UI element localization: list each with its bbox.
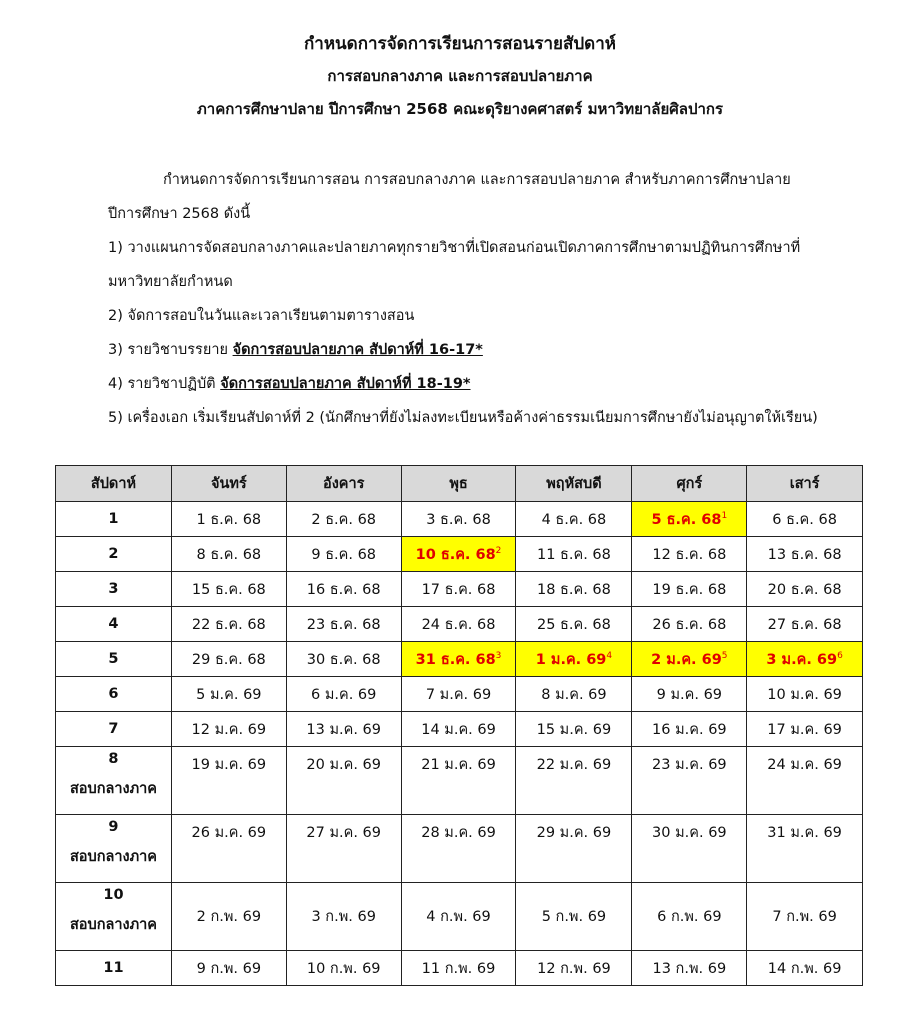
date-cell xyxy=(632,677,747,712)
table-row xyxy=(56,607,863,642)
week-number: 9 xyxy=(108,819,119,835)
date-text: 25 ธ.ค. 68 xyxy=(536,616,611,633)
table-row xyxy=(56,677,863,712)
date-cell xyxy=(401,642,516,677)
date-text: 7 ก.พ. 69 xyxy=(772,909,837,925)
date-text: 9 ม.ค. 69 xyxy=(656,686,723,703)
date-text: 5 ม.ค. 69 xyxy=(196,686,262,703)
date-text: 23 ธ.ค. 68 xyxy=(306,616,381,633)
date-cell xyxy=(747,642,863,677)
date-text: 22 ธ.ค. 68 xyxy=(191,616,266,633)
date-text: 11 ก.พ. 69 xyxy=(421,960,496,977)
item-4-prefix: 4) รายวิชาปฏิบัติ xyxy=(108,376,221,392)
week-cell xyxy=(56,712,172,747)
date-text: 22 ม.ค. 69 xyxy=(536,757,612,773)
date-cell xyxy=(516,712,632,747)
weekly-schedule-table xyxy=(55,465,863,986)
footnote-marker: 2 xyxy=(495,545,502,556)
date-text: 3 ธ.ค. 68 xyxy=(426,511,491,528)
date-text: 16 ม.ค. 69 xyxy=(652,721,727,738)
date-cell xyxy=(632,502,747,537)
column-header: อังคาร xyxy=(286,466,401,502)
table-row xyxy=(56,502,863,537)
date-cell xyxy=(632,883,747,951)
date-cell xyxy=(171,502,286,537)
table-row xyxy=(56,747,863,815)
date-text: 12 ม.ค. 69 xyxy=(191,721,267,738)
week-cell xyxy=(56,642,172,677)
table-row xyxy=(56,642,863,677)
date-text: 8 ธ.ค. 68 xyxy=(196,546,262,563)
date-text: 24 ธ.ค. 68 xyxy=(421,616,496,633)
date-text: 13 ม.ค. 69 xyxy=(306,721,381,738)
item-4-emphasis: จัดการสอบปลายภาค สัปดาห์ที่ 18-19* xyxy=(220,376,471,392)
date-cell xyxy=(747,572,863,607)
date-text: 6 ธ.ค. 68 xyxy=(772,511,837,528)
date-text: 15 ธ.ค. 68 xyxy=(191,581,266,598)
table-row xyxy=(56,537,863,572)
week-cell xyxy=(56,537,172,572)
item-5: 5) เครื่องเอก เริ่มเรียนสัปดาห์ที่ 2 (นักศึกษาที่ยังไม่ลงทะเบียนหรือค้างค่าธรรมเนียมการศึกษายังไม่อนุญาตให้เรียน) xyxy=(108,410,818,426)
date-text: 13 ธ.ค. 68 xyxy=(767,546,842,563)
date-text: 24 ม.ค. 69 xyxy=(767,757,842,773)
item-1-line-2: มหาวิทยาลัยกำหนด xyxy=(108,274,233,290)
date-text: 31 ม.ค. 69 xyxy=(767,825,842,841)
date-text: 5 ธ.ค. 68 xyxy=(651,511,722,528)
date-text: 15 ม.ค. 69 xyxy=(536,721,612,738)
table-row xyxy=(56,815,863,883)
footnote-marker: 5 xyxy=(721,650,728,661)
page-title: กำหนดการจัดการเรียนการสอนรายสัปดาห์ xyxy=(304,34,616,54)
date-text: 29 ม.ค. 69 xyxy=(536,825,612,841)
item-2: 2) จัดการสอบในวันและเวลาเรียนตามตารางสอน xyxy=(108,308,415,324)
date-cell xyxy=(516,607,632,642)
date-cell xyxy=(747,677,863,712)
date-cell xyxy=(286,537,401,572)
date-cell xyxy=(171,607,286,642)
footnote-marker: 4 xyxy=(606,650,613,661)
date-text: 10 ม.ค. 69 xyxy=(767,686,842,703)
date-cell xyxy=(171,712,286,747)
date-cell xyxy=(286,815,401,883)
week-cell xyxy=(56,815,172,883)
date-text: 14 ม.ค. 69 xyxy=(421,721,496,738)
date-text: 3 ก.พ. 69 xyxy=(311,909,376,925)
date-cell xyxy=(516,642,632,677)
date-cell xyxy=(171,572,286,607)
date-cell xyxy=(286,712,401,747)
date-text: 21 ม.ค. 69 xyxy=(421,757,496,773)
footnote-marker: 6 xyxy=(837,650,843,661)
date-text: 10 ธ.ค. 68 xyxy=(415,546,496,563)
date-cell xyxy=(171,883,286,951)
week-cell xyxy=(56,502,172,537)
date-cell xyxy=(401,815,516,883)
date-text: 17 ธ.ค. 68 xyxy=(421,581,496,598)
date-text: 7 ม.ค. 69 xyxy=(425,686,492,703)
term-line: ภาคการศึกษาปลาย ปีการศึกษา 2568 คณะดุริยางคศาสตร์ มหาวิทยาลัยศิลปากร xyxy=(196,100,724,118)
week-number: 4 xyxy=(108,616,119,632)
date-text: 29 ธ.ค. 68 xyxy=(191,651,266,668)
week-cell xyxy=(56,677,172,712)
date-cell xyxy=(401,607,516,642)
footnote-marker: 3 xyxy=(495,650,502,661)
date-text: 2 ม.ค. 69 xyxy=(651,651,722,668)
page-subtitle: การสอบกลางภาค และการสอบปลายภาค xyxy=(327,67,593,85)
date-text: 11 ธ.ค. 68 xyxy=(536,546,611,563)
date-cell xyxy=(286,883,401,951)
date-cell xyxy=(286,572,401,607)
week-cell xyxy=(56,572,172,607)
intro-line-2: ปีการศึกษา 2568 ดังนี้ xyxy=(108,206,251,222)
date-cell xyxy=(516,537,632,572)
date-text: 26 ธ.ค. 68 xyxy=(652,616,727,633)
item-4 xyxy=(108,372,471,395)
date-text: 6 ม.ค. 69 xyxy=(311,686,377,703)
table-row xyxy=(56,883,863,951)
date-cell xyxy=(632,951,747,986)
date-text: 1 ม.ค. 69 xyxy=(535,651,607,668)
date-cell xyxy=(401,537,516,572)
week-cell xyxy=(56,951,172,986)
week-cell xyxy=(56,747,172,815)
item-3-emphasis: จัดการสอบปลายภาค สัปดาห์ที่ 16-17* xyxy=(232,342,483,358)
date-text: 27 ม.ค. 69 xyxy=(306,825,381,841)
date-cell xyxy=(516,883,632,951)
date-cell xyxy=(171,951,286,986)
column-header: เสาร์ xyxy=(747,466,863,502)
column-header: พุธ xyxy=(401,466,516,502)
date-cell xyxy=(747,537,863,572)
date-text: 12 ก.พ. 69 xyxy=(537,960,611,977)
date-cell xyxy=(171,537,286,572)
date-text: 4 ธ.ค. 68 xyxy=(541,511,607,528)
week-number: 11 xyxy=(103,960,124,976)
item-3-prefix: 3) รายวิชาบรรยาย xyxy=(108,342,233,358)
date-text: 19 ม.ค. 69 xyxy=(191,757,267,773)
date-text: 9 ธ.ค. 68 xyxy=(311,546,377,563)
date-cell xyxy=(747,883,863,951)
date-cell xyxy=(401,712,516,747)
intro-line-1: กำหนดการจัดการเรียนการสอน การสอบกลางภาค และการสอบปลายภาค สำหรับภาคการศึกษาปลาย xyxy=(163,172,791,188)
item-1-line-1: 1) วางแผนการจัดสอบกลางภาคและปลายภาคทุกรายวิชาที่เปิดสอนก่อนเปิดภาคการศึกษาตามปฏิทินการศึกษาที่ xyxy=(108,240,801,256)
date-cell xyxy=(516,747,632,815)
week-number: 5 xyxy=(108,651,119,667)
week-number: 6 xyxy=(108,686,119,702)
table-row xyxy=(56,712,863,747)
date-text: 12 ธ.ค. 68 xyxy=(652,546,727,563)
week-number: 8 xyxy=(108,751,119,767)
date-text: 26 ม.ค. 69 xyxy=(191,825,267,841)
date-cell xyxy=(747,747,863,815)
date-cell xyxy=(747,951,863,986)
week-number: 10 xyxy=(103,887,124,903)
date-cell xyxy=(632,572,747,607)
date-cell xyxy=(747,607,863,642)
date-text: 31 ธ.ค. 68 xyxy=(415,651,496,668)
date-text: 13 ก.พ. 69 xyxy=(652,960,727,977)
date-text: 9 ก.พ. 69 xyxy=(196,960,262,977)
date-cell xyxy=(286,677,401,712)
date-cell xyxy=(401,677,516,712)
footnote-marker: 1 xyxy=(721,510,728,521)
table-row xyxy=(56,951,863,986)
column-header: ศุกร์ xyxy=(632,466,747,502)
date-cell xyxy=(401,883,516,951)
date-text: 1 ธ.ค. 68 xyxy=(196,511,262,528)
date-text: 4 ก.พ. 69 xyxy=(426,909,491,925)
date-text: 20 ม.ค. 69 xyxy=(306,757,381,773)
date-cell xyxy=(632,712,747,747)
date-cell xyxy=(286,607,401,642)
date-cell xyxy=(632,642,747,677)
date-text: 18 ธ.ค. 68 xyxy=(536,581,611,598)
date-cell xyxy=(516,951,632,986)
date-cell xyxy=(747,815,863,883)
date-cell xyxy=(286,951,401,986)
date-text: 20 ธ.ค. 68 xyxy=(767,581,842,598)
exam-note: สอบกลางภาค xyxy=(69,849,157,865)
date-cell xyxy=(171,747,286,815)
date-cell xyxy=(286,502,401,537)
date-text: 14 ก.พ. 69 xyxy=(767,960,842,977)
item-3 xyxy=(108,338,483,361)
date-cell xyxy=(286,747,401,815)
date-cell xyxy=(632,537,747,572)
date-text: 30 ธ.ค. 68 xyxy=(306,651,381,668)
week-cell xyxy=(56,883,172,951)
date-cell xyxy=(516,677,632,712)
week-number: 7 xyxy=(108,721,119,737)
date-text: 2 ธ.ค. 68 xyxy=(311,511,377,528)
exam-note: สอบกลางภาค xyxy=(69,781,157,797)
column-header: สัปดาห์ xyxy=(56,466,172,502)
date-cell xyxy=(632,815,747,883)
date-cell xyxy=(401,502,516,537)
table-row xyxy=(56,572,863,607)
date-text: 10 ก.พ. 69 xyxy=(306,960,381,977)
date-cell xyxy=(632,747,747,815)
date-text: 5 ก.พ. 69 xyxy=(541,909,607,925)
date-cell xyxy=(401,747,516,815)
date-text: 23 ม.ค. 69 xyxy=(652,757,727,773)
date-text: 30 ม.ค. 69 xyxy=(652,825,727,841)
date-cell xyxy=(171,677,286,712)
date-cell xyxy=(632,607,747,642)
date-text: 16 ธ.ค. 68 xyxy=(306,581,381,598)
date-text: 8 ม.ค. 69 xyxy=(541,686,607,703)
date-cell xyxy=(747,712,863,747)
table-header-row xyxy=(56,466,863,502)
exam-note: สอบกลางภาค xyxy=(69,917,157,933)
week-number: 2 xyxy=(108,546,119,562)
date-text: 3 ม.ค. 69 xyxy=(766,651,838,668)
date-cell xyxy=(286,642,401,677)
date-cell xyxy=(401,951,516,986)
date-cell xyxy=(747,502,863,537)
date-cell xyxy=(516,502,632,537)
week-number: 1 xyxy=(108,511,119,527)
date-text: 2 ก.พ. 69 xyxy=(196,909,262,925)
column-header: พฤหัสบดี xyxy=(516,466,632,502)
date-cell xyxy=(516,572,632,607)
week-cell xyxy=(56,607,172,642)
date-text: 6 ก.พ. 69 xyxy=(657,909,722,925)
week-number: 3 xyxy=(108,581,119,597)
date-text: 17 ม.ค. 69 xyxy=(767,721,842,738)
date-cell xyxy=(516,815,632,883)
date-cell xyxy=(401,572,516,607)
column-header: จันทร์ xyxy=(171,466,286,502)
date-cell xyxy=(171,815,286,883)
date-text: 27 ธ.ค. 68 xyxy=(767,616,842,633)
date-cell xyxy=(171,642,286,677)
date-text: 28 ม.ค. 69 xyxy=(421,825,496,841)
date-text: 19 ธ.ค. 68 xyxy=(652,581,727,598)
